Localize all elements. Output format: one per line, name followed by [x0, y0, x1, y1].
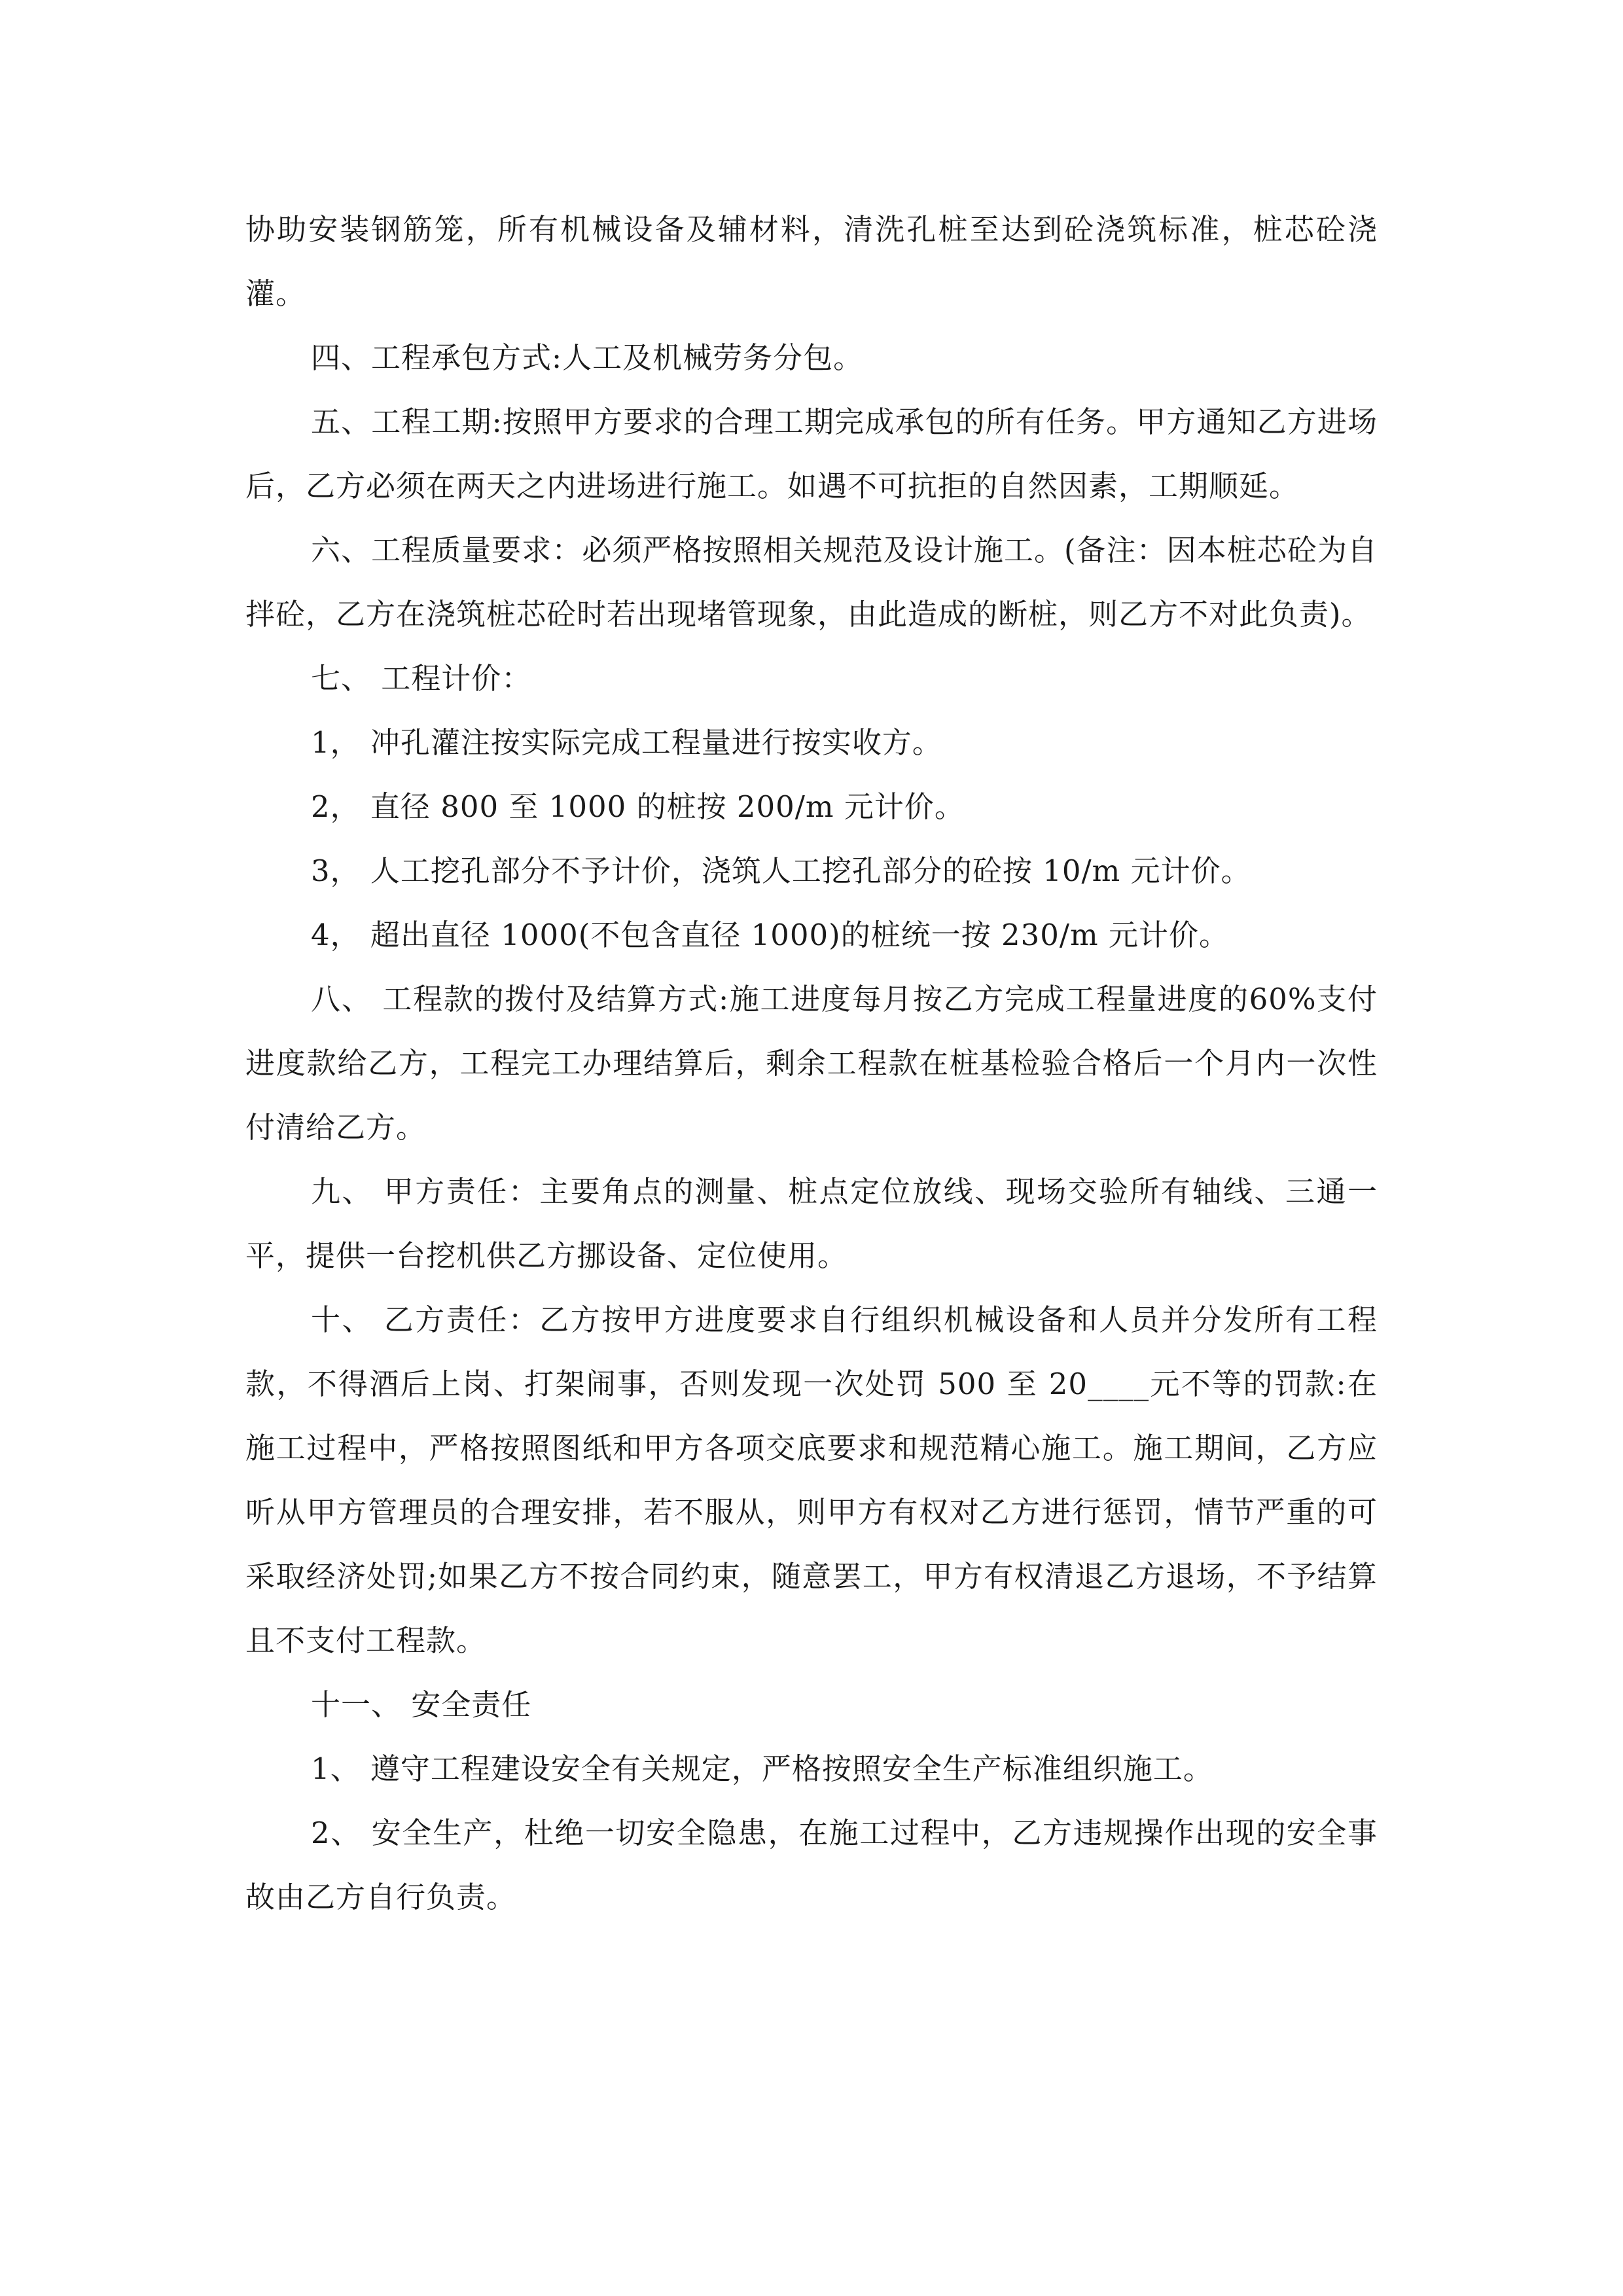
paragraph-clause-6: 六、工程质量要求：必须严格按照相关规范及设计施工。(备注：因本桩芯砼为自拌砼，乙方在浇筑桩芯砼时若出现堵管现象，由此造成的断桩，则乙方不对此负责)。 — [245, 533, 1378, 632]
document-body — [245, 198, 1378, 1929]
list-item-7-3: 3， 人工挖孔部分不予计价，浇筑人工挖孔部分的砼按 10/m 元计价。 — [311, 853, 1251, 888]
paragraph-continuation: 协助安装钢筋笼，所有机械设备及辅材料，清洗孔桩至达到砼浇筑标准，桩芯砼浇灌。 — [245, 212, 1378, 311]
list-item-7-2: 2， 直径 800 至 1000 的桩按 200/m 元计价。 — [311, 789, 965, 824]
paragraph-clause-10: 十、 乙方责任：乙方按甲方进度要求自行组织机械设备和人员并分发所有工程款，不得酒后上岗、打架闹事，否则发现一次处罚 500 至 20____元不等的罚款:在施工过程中，严格按照图纸和甲方各项交底要求和规范精心施工。施工期间，乙方应听从甲方管理员的合理安排，若不服从，则甲方有权对乙方进行惩罚，情节严重的可采取经济处罚;如果乙方不按合同约束，随意罢工，甲方有权清退乙方退场，不予结算且不支付工程款。 — [245, 1302, 1378, 1658]
paragraph-clause-9: 九、 甲方责任：主要角点的测量、桩点定位放线、现场交验所有轴线、三通一平，提供一台挖机供乙方挪设备、定位使用。 — [245, 1174, 1378, 1273]
list-item-11-1: 1、 遵守工程建设安全有关规定，严格按照安全生产标准组织施工。 — [311, 1751, 1213, 1786]
paragraph-clause-7: 七、 工程计价： — [311, 661, 532, 696]
paragraph-clause-11: 十一、 安全责任 — [311, 1687, 532, 1722]
list-item-7-1: 1， 冲孔灌注按实际完成工程量进行按实收方。 — [311, 725, 942, 760]
paragraph-clause-4: 四、工程承包方式:人工及机械劳务分包。 — [311, 340, 864, 375]
list-item-7-4: 4， 超出直径 1000(不包含直径 1000)的桩统一按 230/m 元计价。 — [311, 918, 1230, 952]
list-item-11-2: 2、 安全生产，杜绝一切安全隐患，在施工过程中，乙方违规操作出现的安全事故由乙方自行负责。 — [245, 1816, 1378, 1914]
paragraph-clause-8: 八、 工程款的拨付及结算方式:施工进度每月按乙方完成工程量进度的60%支付进度款给乙方，工程完工办理结算后，剩余工程款在桩基检验合格后一个月内一次性付清给乙方。 — [245, 982, 1378, 1145]
paragraph-clause-5: 五、工程工期:按照甲方要求的合理工期完成承包的所有任务。甲方通知乙方进场后，乙方必须在两天之内进场进行施工。如遇不可抗拒的自然因素，工期顺延。 — [245, 404, 1378, 503]
